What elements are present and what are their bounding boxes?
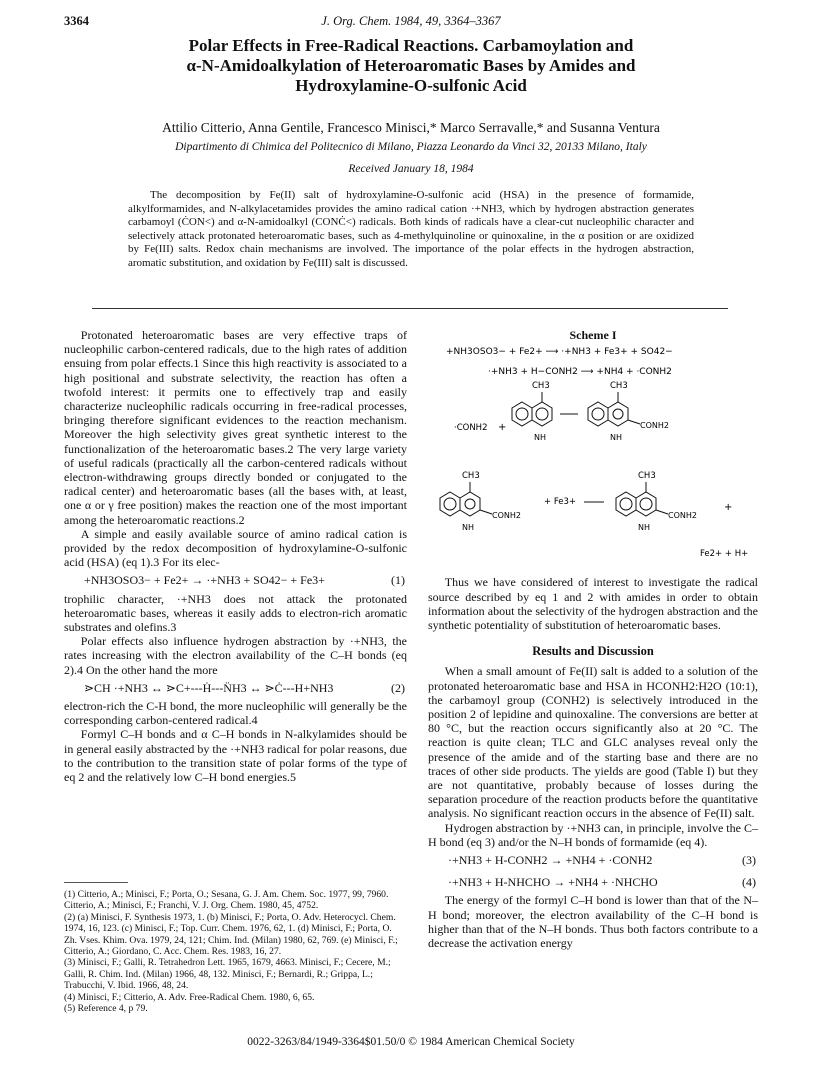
equation-2 <box>64 677 407 699</box>
methyl-label: CH3 <box>462 471 480 482</box>
equation-1-text: +NH3OSO3− + Fe2+ → ·+NH3 + SO42− + Fe3+ <box>84 573 325 588</box>
title-line-1: Polar Effects in Free-Radical Reactions. Carbamoylation and <box>188 36 634 55</box>
plus-sign: + <box>724 502 733 514</box>
body-paragraph: Hydrogen abstraction by ·+NH3 can, in principle, involve the C–H bond (eq 3) and/or the N–H bonds of formamide (eq 4). <box>428 820 758 849</box>
nh-label: NH <box>610 433 622 443</box>
abstract-text: The decomposition by Fe(II) salt of hydroxylamine-O-sulfonic acid (HSA) in the presence of formamide, alkylformamides, and N-alkylacetamides provides the amino radical cation ·+NH3, which by hydrogen abstraction generates carbamoyl (ĊON<) and α-N-amidoalkyl (CONĊ<) radicals. Both kinds of radicals have a clear-cut nucleophilic character and selectively attack protonated heteroaromatic bases, such as 4-methylquinoline or quinoxaline, in the α position or are oxidized by Fe(III) salts. Redox chain mechanisms are involved. The importance of the polar effects in the hydrogen abstraction, aromatic substitution, and oxidation by Fe(III) salt is discussed. <box>128 189 694 269</box>
nh-label: NH <box>462 523 474 533</box>
footnote: (5) Reference 4, p 79. <box>64 1003 148 1015</box>
footnote-divider <box>64 882 128 883</box>
radical-adduct-structure <box>440 482 492 516</box>
footnote: (1) Citterio, A.; Minisci, F.; Porta, O.; Sesana, G. J. Am. Chem. Soc. 1977, 99, 7960. Citterio, A.; Minisci, F.; Franchi, V. J. Org. Chem. 1980, 45, 4752. <box>64 889 389 912</box>
title-line-2: α-N-Amidoalkylation of Heteroaromatic Bases by Amides and <box>186 56 636 75</box>
body-paragraph: When a small amount of Fe(II) salt is added to a solution of the protonated heteroaromatic base and HSA in HCONH2:H2O (10:1), the carbamoyl group (CONH2) is selectively introduced in the position 2 of lepidine and quinoxaline. The conversions are better at 80 °C, but the reaction occurs significantly also at 20 °C. The reaction is quite clean; TLC and GLC analyses reveal only the presence of the amide and of the starting base and there are no traces of other side products. The yields are good (Table I) but they are not quantitative, probably because of losses during the separation procedure of the reaction products before the quantitative analysis. No significant reaction occurs in the absence of Fe(II) salt. <box>428 664 758 821</box>
copyright-line: 0022-3263/84/1949-3364$01.50/0 © 1984 American Chemical Society <box>247 1036 575 1048</box>
page-number: 3364 <box>64 14 89 28</box>
article-title <box>120 36 702 96</box>
carbamoyl-lepidinium-structure <box>616 482 668 516</box>
footnote: (2) (a) Minisci, F. Synthesis 1973, 1. (b) Minisci, F.; Porta, O. Adv. Heterocycl. Chem. 1974, 16, 123. (c) Minisci, F.; Top. Curr. Chem. 1976, 62, 1. (d) Minisci, F.; Porta, O. Zh. Vses. Khim. Ova. 1979, 24, 121; Chim. Ind. (Milan) 1980, 62, 769. (e) Minisci, F.; Citterio, A.; Giordano, C. Acc. Chem. Res. 1983, 16, 27. <box>64 911 398 958</box>
received-date: Received January 18, 1984 <box>348 163 474 175</box>
equation-4-number: (4) <box>742 875 756 890</box>
scheme-title: Scheme I <box>569 328 617 342</box>
byproducts-label: Fe2+ + H+ <box>700 549 749 560</box>
equation-2-text: ⋗CH ·+NH3 ↔ ⋗C+---Ḣ---N̈H3 ↔ ⋗Ċ---H+NH3 <box>84 680 334 695</box>
title-line-3: Hydroxylamine-O-sulfonic Acid <box>295 76 527 95</box>
body-paragraph: electron-rich the C-H bond, the more nucleophilic will generally be the corresponding carbon-centered radical.4 <box>64 699 407 728</box>
methyl-label: CH3 <box>610 381 628 392</box>
footnote: (3) Minisci, F.; Galli, R. Tetrahedron Lett. 1965, 1679, 4663. Minisci, F.; Cecere, M.; Galli, R. Chim. Ind. (Milan) 1966, 48, 132. Minisci, F.; Bernardi, R.; Grippa, L.; Trabucchi, V. Ibid. 1966, 48, 24. <box>64 957 391 992</box>
nh-label: NH <box>638 523 650 533</box>
methyl-label: CH3 <box>532 381 550 392</box>
equation-1 <box>64 569 407 591</box>
abstract-divider <box>92 308 728 309</box>
affiliation: Dipartimento di Chimica del Politecnico di Milano, Piazza Leonardo da Vinci 32, 20133 Milano, Italy <box>175 141 647 153</box>
footnotes <box>64 882 407 1014</box>
equation-4 <box>428 871 758 893</box>
equation-3 <box>428 849 758 871</box>
reaction-scheme <box>428 344 758 572</box>
equation-4-text: ·+NH3 + H-NHCHO → +NH4 + ·NHCHO <box>448 875 658 890</box>
body-paragraph: Thus we have considered of interest to investigate the radical source described by eq 1 and 2 with amides in order to obtain information about the selectivity of the hydrogen abstraction and the synthetic potentiality of substitution of heteroaromatic bases. <box>428 575 758 633</box>
equation-3-text: ·+NH3 + H-CONH2 → +NH4 + ·CONH2 <box>448 853 653 868</box>
author-list: Attilio Citterio, Anna Gentile, Francesco Minisci,* Marco Serravalle,* and Susanna Ventura <box>162 120 660 135</box>
carboxamide-label: CONH2 <box>492 511 521 521</box>
lepidinium-structure <box>512 392 552 426</box>
section-heading: Results and Discussion <box>532 644 654 659</box>
plus-sign: + <box>498 422 507 434</box>
body-paragraph: Formyl C–H bonds and α C–H bonds in N-alkylamides should be in general easily abstracted by the ·+NH3 radical for polar reasons, due to the contribution to the transition state of polar forms of the type of eq 2 and the relatively low C–H bond energies.5 <box>64 727 407 785</box>
nh-label: NH <box>534 433 546 443</box>
radical-adduct-structure <box>588 392 640 426</box>
carboxamide-label: CONH2 <box>640 421 669 431</box>
abstract <box>128 189 694 271</box>
body-paragraph: A simple and easily available source of amino radical cation is provided by the redox decomposition of hydroxylamine-O-sulfonic acid (HSA) (eq 1).3 For its elec- <box>64 526 407 570</box>
body-paragraph: Polar effects also influence hydrogen abstraction by ·+NH3, the rates increasing with the electron availability of the C–H bonds (eq 2).4 On the other hand the more <box>64 634 407 677</box>
body-paragraph: The energy of the formyl C–H bond is lower than that of the N–H bond; moreover, the electron availability of the C–H bond is higher than that of the N–H bonds. Thus both factors contribute to a decrease the activation energy <box>428 893 758 951</box>
equation-3-number: (3) <box>742 853 756 868</box>
scheme-reaction-1: +NH3OSO3− + Fe2+ ⟶ ·+NH3 + Fe3+ + SO42− <box>446 347 673 358</box>
right-column <box>428 328 758 950</box>
ferric-ion-label: + Fe3+ <box>544 497 577 508</box>
carbamoyl-radical-label: ·CONH2 <box>454 423 488 434</box>
body-paragraph: trophilic character, ·+NH3 does not attack the protonated heteroaromatic bases, whereas it easily adds to electron-rich aromatic substrates and olefins.3 <box>64 591 407 635</box>
carboxamide-label: CONH2 <box>668 511 697 521</box>
equation-1-number: (1) <box>391 573 405 588</box>
methyl-label: CH3 <box>638 471 656 482</box>
left-column <box>64 328 407 784</box>
running-header <box>64 14 758 32</box>
journal-citation: J. Org. Chem. 1984, 49, 3364–3367 <box>321 14 501 28</box>
equation-2-number: (2) <box>391 680 405 695</box>
footnote: (4) Minisci, F.; Citterio, A. Adv. Free-Radical Chem. 1980, 6, 65. <box>64 991 315 1003</box>
body-paragraph: Protonated heteroaromatic bases are very effective traps of nucleophilic carbon-centered radicals, due to the high rates of addition ensuing from polar effects.1 Since this high reactivity is associated to a high positional and substrate selectivity, the reaction has often a twofold interest: it permits one to effectively trap and easily characterize nucleophilic radicals occurring in free-radical processes, bringing therefore significant evidences to the reaction mechanism. Moreover the high selectivity gives great synthetic interest to the functionalization of the heteroaromatic bases.2 The very large variety of useful radicals (practically all the carbon-centered radicals without electron-withdrawing groups directly bonded or conjugated to the radical center) and heteroaromatic bases (all the bases with, at least, one α or γ free position) makes the reaction one of the most important among the heteroaromatic reactions.2 <box>64 328 407 527</box>
scheme-reaction-2: ·+NH3 + H−CONH2 ⟶ +NH4 + ·CONH2 <box>488 367 672 378</box>
